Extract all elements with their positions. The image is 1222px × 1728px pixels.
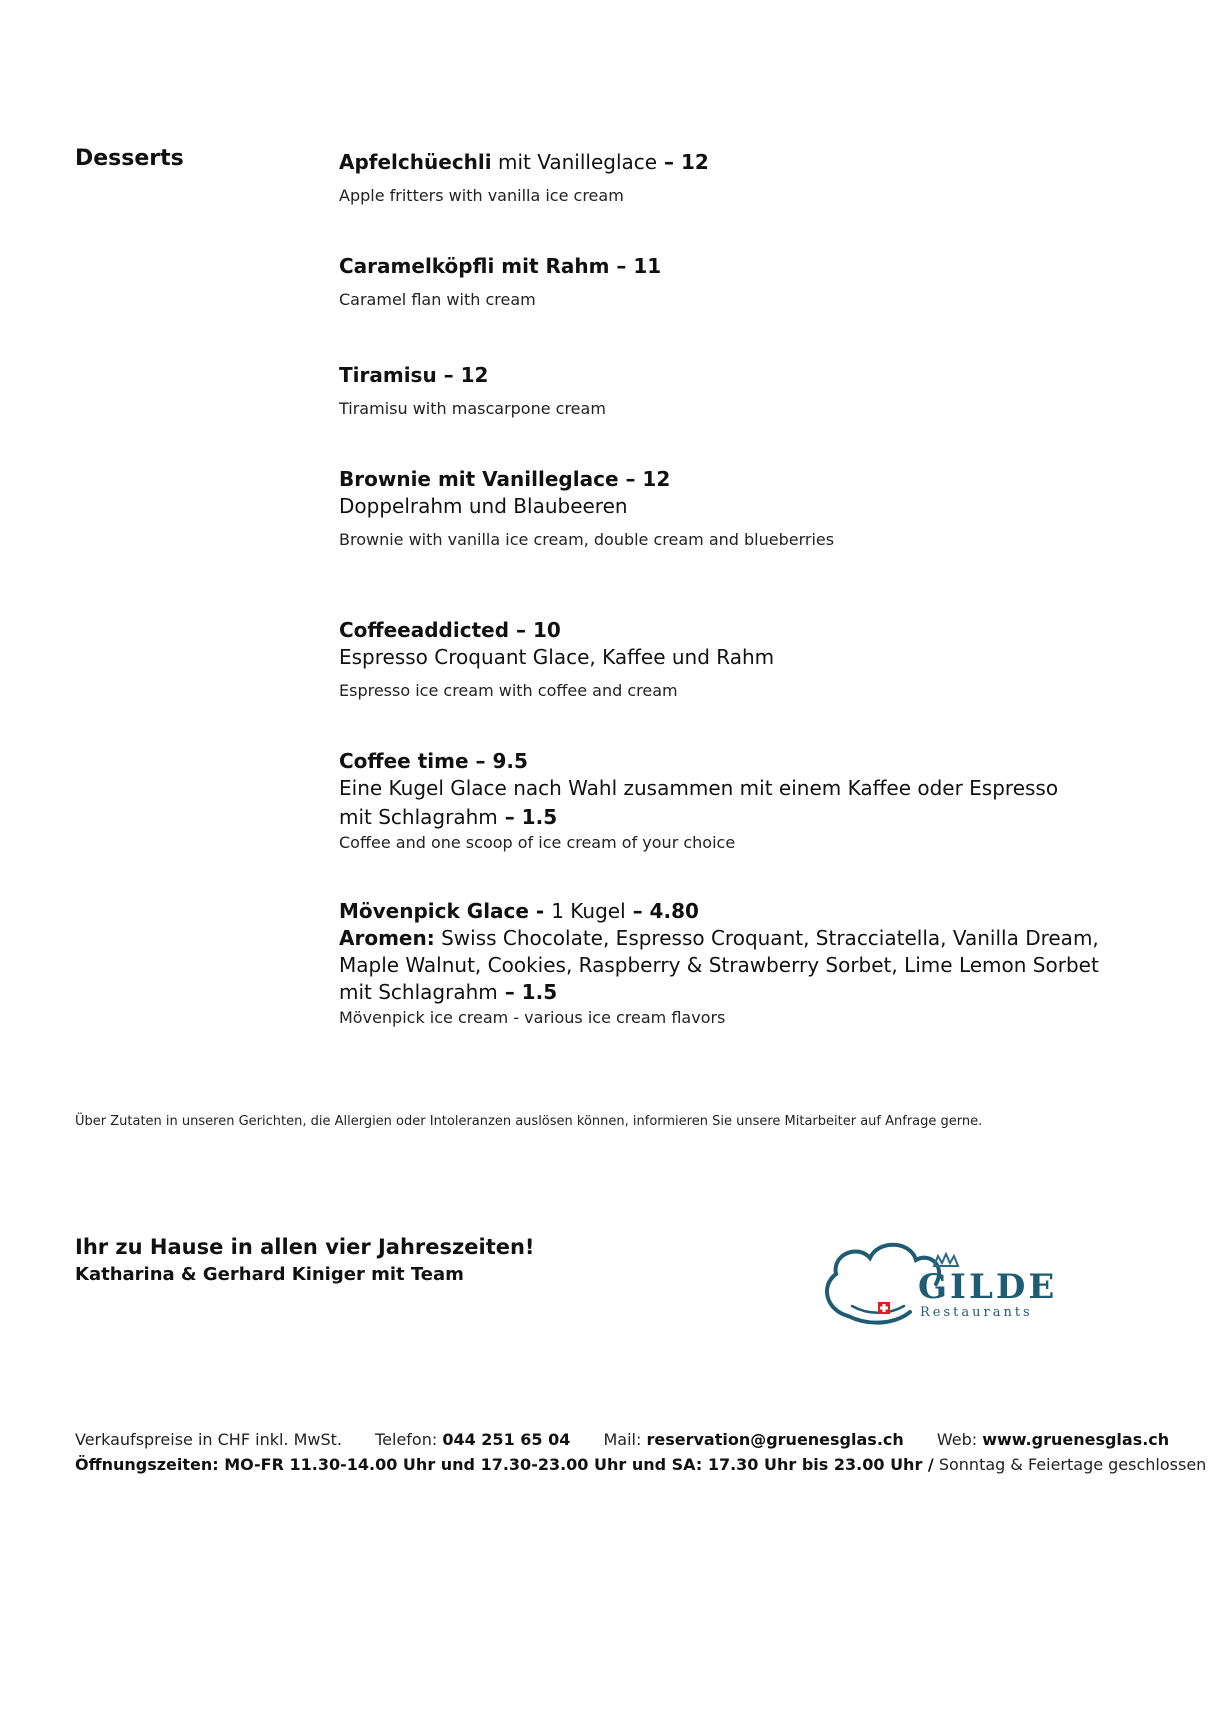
item-price: – 12 (657, 150, 709, 174)
gilde-logo (818, 1236, 1058, 1336)
item-name: Coffee time – 9.5 (339, 749, 528, 773)
section-title: Desserts (75, 146, 184, 171)
flavors-label: Aromen: (339, 926, 435, 950)
item-name: Coffeeaddicted – 10 (339, 618, 561, 642)
prices-note: Verkaufspreise in CHF inkl. MwSt. (75, 1430, 342, 1449)
menu-item (339, 466, 1139, 550)
item-name-line (339, 149, 1139, 176)
item-name-rest: 1 Kugel (551, 899, 626, 923)
item-name-line (339, 898, 1139, 925)
item-german: Eine Kugel Glace nach Wahl zusammen mit einem Kaffee oder Espresso (339, 776, 1059, 800)
menu-item (339, 748, 1139, 853)
item-name: Caramelköpfli mit Rahm – 11 (339, 254, 662, 278)
closed-days: Sonntag & Feiertage geschlossen (933, 1455, 1207, 1474)
item-english: Tiramisu with mascarpone cream (339, 399, 606, 418)
item-name: Apfelchüechli (339, 150, 492, 174)
item-english: Caramel flan with cream (339, 290, 536, 309)
closing-message (75, 1232, 535, 1288)
flavors-text: Swiss Chocolate, Espresso Croquant, Stracciatella, Vanilla Dream, (434, 926, 1099, 950)
footer-contact-row (75, 1427, 1206, 1452)
item-english: Brownie with vanilla ice cream, double cream and blueberries (339, 530, 835, 549)
item-name: Tiramisu – 12 (339, 363, 489, 387)
menu-item (339, 149, 1139, 206)
item-flavors-line-2: Maple Walnut, Cookies, Raspberry & Strawberry Sorbet, Lime Lemon Sorbet (339, 953, 1099, 977)
closing-line-1: Ihr zu Hause in allen vier Jahreszeiten! (75, 1235, 535, 1259)
chef-hat-icon (818, 1236, 1058, 1336)
logo-name: GILDE (918, 1267, 1058, 1307)
item-name-rest: mit Vanilleglace (491, 150, 658, 174)
menu-item (339, 898, 1139, 1028)
mail-link[interactable]: reservation@gruenesglas.ch (646, 1430, 904, 1449)
opening-hours: Öffnungszeiten: MO-FR 11.30-14.00 Uhr und 17.30-23.00 Uhr und SA: 17.30 Uhr bis 23.00 Uhr / (75, 1455, 934, 1474)
web-label: Web: (936, 1430, 983, 1449)
menu-item (339, 253, 1139, 310)
item-extra: mit Schlagrahm (339, 980, 498, 1004)
item-extra-price: – 1.5 (497, 805, 558, 829)
item-english: Apple fritters with vanilla ice cream (339, 186, 624, 205)
item-flavors-line (339, 925, 1139, 952)
web-link[interactable]: www.gruenesglas.ch (982, 1430, 1170, 1449)
item-extra-line (339, 979, 1139, 1006)
closing-line-2: Katharina & Gerhard Kiniger mit Team (75, 1264, 464, 1285)
logo-sub: Restaurants (920, 1305, 1033, 1320)
menu-item (339, 362, 1139, 419)
item-extra: mit Schlagrahm (339, 805, 498, 829)
phone-label: Telefon: (375, 1430, 443, 1449)
item-extra-line (339, 804, 1139, 831)
item-name: Brownie mit Vanilleglace – 12 (339, 467, 671, 491)
mail-label: Mail: (603, 1430, 647, 1449)
footer-hours-row (75, 1452, 1206, 1477)
allergen-note: Über Zutaten in unseren Gerichten, die Allergien oder Intoleranzen auslösen können, informieren Sie unsere Mitarbeiter auf Anfrage gerne. (75, 1114, 983, 1129)
item-german: Doppelrahm und Blaubeeren (339, 494, 628, 518)
phone-number: 044 251 65 04 (442, 1430, 571, 1449)
footer (75, 1427, 1206, 1477)
item-english: Coffee and one scoop of ice cream of your choice (339, 833, 736, 852)
item-english: Mövenpick ice cream - various ice cream flavors (339, 1008, 726, 1027)
item-extra-price: – 1.5 (497, 980, 558, 1004)
item-german: Espresso Croquant Glace, Kaffee und Rahm (339, 645, 775, 669)
item-name: Mövenpick Glace - (339, 899, 552, 923)
item-english: Espresso ice cream with coffee and cream (339, 681, 678, 700)
menu-item (339, 617, 1139, 701)
item-price: – 4.80 (625, 899, 699, 923)
